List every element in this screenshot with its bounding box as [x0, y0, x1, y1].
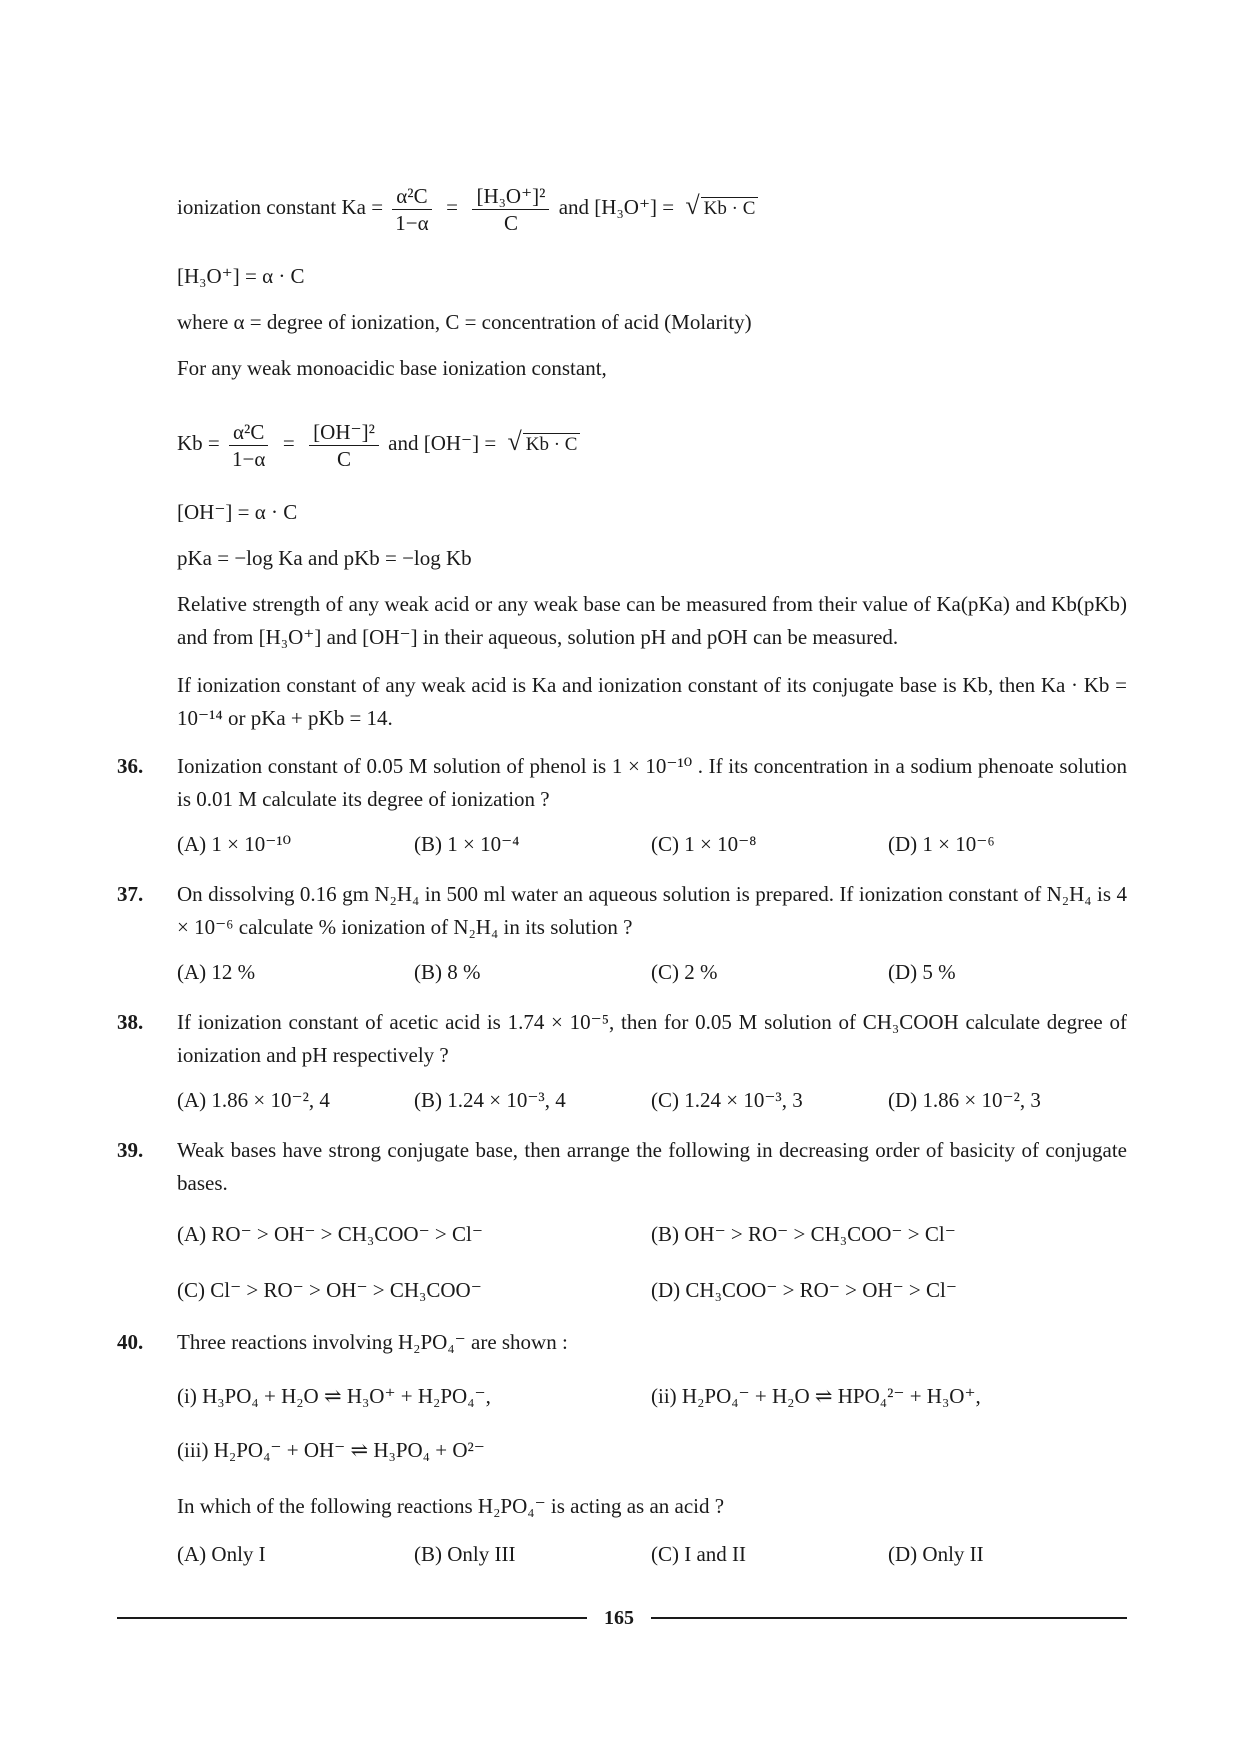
q38-option-b: (B) 1.24 × 10⁻³, 4	[414, 1088, 566, 1112]
q37-option-a: (A) 12 %	[177, 960, 256, 984]
question-38-text: If ionization constant of acetic acid is 1.74 × 10⁻⁵, then for 0.05 M solution of CH₃COOH calculate degree of ionization and pH respectively ?	[177, 1010, 1127, 1067]
ka-fraction-1	[392, 184, 431, 235]
question-36-text: Ionization constant of 0.05 M solution of phenol is 1 × 10⁻¹⁰ . If its concentration in a sodium phenoate solution is 0.01 M calculate its degree of ionization ?	[177, 754, 1127, 811]
question-number: 40.	[117, 1330, 144, 1354]
q36-option-b: (B) 1 × 10⁻⁴	[414, 832, 520, 856]
sqrt-icon: √	[507, 427, 522, 456]
h3o-alpha-equation: [H₃O⁺] = α · C	[177, 264, 305, 288]
page-number: 165	[604, 1607, 634, 1629]
pka-pkb-definition: pKa = −log Ka and pKb = −log Kb	[177, 546, 472, 570]
footer-rule-left	[117, 1617, 587, 1619]
kb-frac2-denominator: C	[337, 446, 352, 471]
ka-sqrt-content: Kb · C	[701, 197, 759, 220]
sqrt-icon: √	[685, 191, 700, 220]
question-37-text: On dissolving 0.16 gm N₂H₄ in 500 ml water an aqueous solution is prepared. If ionization constant of N₂H₄ is 4 × 10⁻⁶ calculate % ionization of N₂H₄ in its solution ?	[177, 882, 1127, 939]
ka-and-text: and [H₃O⁺] =	[558, 195, 675, 219]
question-number: 36.	[117, 754, 144, 778]
q38-option-a: (A) 1.86 × 10⁻², 4	[177, 1088, 330, 1112]
kb-sqrt-content: Kb · C	[523, 433, 581, 456]
q40-option-b: (B) Only III	[414, 1542, 516, 1566]
q38-option-c: (C) 1.24 × 10⁻³, 3	[651, 1088, 803, 1112]
kb-formula: Kb = $\frac{\text{α²C}}{1-\alpha}$ = $\frac{\text{[OH⁻]²}}{C}$ and [OH⁻] = √ Kb · C	[177, 414, 1127, 471]
question-number: 39.	[117, 1138, 144, 1162]
q36-option-c: (C) 1 × 10⁻⁸	[651, 832, 757, 856]
question-number: 38.	[117, 1010, 144, 1034]
kb-frac2-numerator: [OH⁻]²	[309, 420, 379, 446]
question-40-text: Three reactions involving H₂PO₄⁻ are shown :	[177, 1330, 568, 1354]
kb-and-text: and [OH⁻] =	[388, 431, 497, 455]
q39-option-c: (C) Cl⁻ > RO⁻ > OH⁻ > CH₃COO⁻	[177, 1278, 482, 1302]
q37-option-c: (C) 2 %	[651, 960, 718, 984]
kb-fraction-1	[229, 420, 268, 471]
ka-frac2-denominator: C	[503, 210, 518, 235]
q40-option-a: (A) Only I	[177, 1542, 266, 1566]
q36-option-d: (D) 1 × 10⁻⁶	[888, 832, 995, 856]
q40-option-c: (C) I and II	[651, 1542, 747, 1566]
kb-frac1-numerator: α²C	[229, 420, 268, 446]
relative-strength-paragraph: Relative strength of any weak acid or any weak base can be measured from their value of Ka(pKa) and Kb(pKb) and from [H₃O⁺] and [OH⁻] in their aqueous, solution pH and pOH can be measured.	[177, 592, 1127, 649]
ka-frac1-numerator: α²C	[392, 184, 431, 210]
question-39-text: Weak bases have strong conjugate base, then arrange the following in decreasing order of basicity of conjugate bases.	[177, 1138, 1127, 1195]
q40-reaction-1: (i) H₃PO₄ + H₂O ⇌ H₃O⁺ + H₂PO₄⁻,	[177, 1384, 491, 1408]
ka-formula: ionization constant Ka = $\frac{\text{α²C}}{1-\alpha}$ = $\frac{\text{[H₃O⁺]²}}{C}$ and [H₃O⁺] = √ Kb · C	[177, 178, 1127, 235]
question-number: 37.	[117, 882, 144, 906]
kb-frac1-denominator: 1−α	[231, 446, 266, 471]
where-definition: where α = degree of ionization, C = concentration of acid (Molarity)	[177, 310, 752, 334]
ka-fraction-2	[472, 184, 549, 235]
kb-label: Kb =	[177, 431, 220, 455]
ka-label: ionization constant Ka =	[177, 195, 384, 219]
conjugate-relation-paragraph: If ionization constant of any weak acid is Ka and ionization constant of its conjugate base is Kb, then Ka · Kb = 10⁻¹⁴ or pKa + pKb = 14.	[177, 673, 1127, 730]
q39-option-a: (A) RO⁻ > OH⁻ > CH₃COO⁻ > Cl⁻	[177, 1222, 483, 1246]
q36-option-a: (A) 1 × 10⁻¹⁰	[177, 832, 292, 856]
q40-question: In which of the following reactions H₂PO₄⁻ is acting as an acid ?	[177, 1494, 725, 1518]
q37-option-d: (D) 5 %	[888, 960, 956, 984]
q38-option-d: (D) 1.86 × 10⁻², 3	[888, 1088, 1041, 1112]
q40-reaction-3: (iii) H₂PO₄⁻ + OH⁻ ⇌ H₃PO₄ + O²⁻	[177, 1438, 485, 1462]
q40-reaction-2: (ii) H₂PO₄⁻ + H₂O ⇌ HPO₄²⁻ + H₃O⁺,	[651, 1384, 981, 1408]
base-intro: For any weak monoacidic base ionization constant,	[177, 356, 607, 380]
footer-rule-right	[651, 1617, 1127, 1619]
kb-fraction-2	[309, 420, 379, 471]
ka-frac2-numerator: [H₃O⁺]²	[472, 184, 549, 210]
q39-option-b: (B) OH⁻ > RO⁻ > CH₃COO⁻ > Cl⁻	[651, 1222, 956, 1246]
q40-option-d: (D) Only II	[888, 1542, 984, 1566]
q39-option-d: (D) CH₃COO⁻ > RO⁻ > OH⁻ > Cl⁻	[651, 1278, 957, 1302]
oh-alpha-equation: [OH⁻] = α · C	[177, 500, 298, 524]
q37-option-b: (B) 8 %	[414, 960, 481, 984]
ka-frac1-denominator: 1−α	[395, 210, 429, 235]
